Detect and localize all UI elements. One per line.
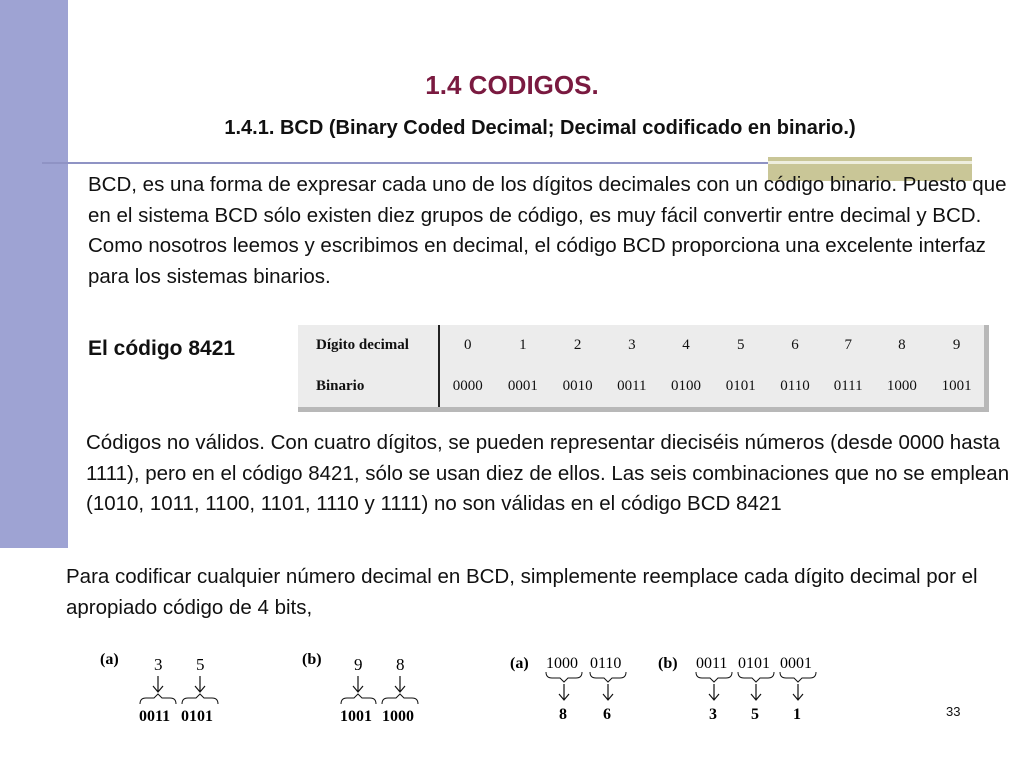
down-arrow-icon <box>153 676 205 692</box>
table-cell: 0 <box>464 337 472 353</box>
table-cell: 1001 <box>941 378 972 394</box>
brace-icon <box>341 694 418 704</box>
example-digit: 5 <box>196 655 205 674</box>
row-header-digit: Dígito decimal <box>298 325 439 366</box>
table-cell: 3 <box>628 337 636 353</box>
bcd-intro-paragraph: BCD, es una forma de expresar cada uno de los dígitos decimales con un código binario. Puesto que en el sistema BCD sólo existen diez grupos de código, es muy fácil convertir entre decimal y BCD. Como nosotros leemos y escribimos en decimal, el código BCD proporciona una excelente interfaz para los sistemas binarios. <box>88 173 1007 288</box>
page-number: 33 <box>946 704 961 719</box>
table-cell: 0111 <box>833 378 863 394</box>
example-right-b-label: (b) <box>658 655 678 672</box>
example-bcd: 1000 <box>382 708 414 725</box>
table-cell: 0110 <box>780 378 810 394</box>
table-cell: 2 <box>573 337 582 353</box>
table-cell: 0100 <box>671 378 702 394</box>
table-cell: 0101 <box>725 378 756 394</box>
table-row-digits <box>298 325 984 366</box>
table-cell: 0011 <box>617 378 647 394</box>
example-digit: 5 <box>751 706 759 723</box>
example-bcd: 1001 <box>340 708 372 725</box>
slide-subtitle: 1.4.1. BCD (Binary Coded Decimal; Decimal codificado en binario.) <box>224 117 856 139</box>
bcd-table-panel <box>298 325 989 412</box>
example-bcd: 1000 <box>546 655 578 672</box>
row-header-binary: Binario <box>298 366 439 407</box>
table-cell: 4 <box>682 337 690 353</box>
down-arrow-icon <box>353 676 405 692</box>
table-row-binary <box>298 366 984 407</box>
example-bcd: 0101 <box>738 655 770 672</box>
brace-icon <box>140 694 218 704</box>
example-digit: 6 <box>603 706 611 723</box>
table-cell: 5 <box>737 337 745 353</box>
example-bcd: 0001 <box>780 655 812 672</box>
example-digit: 9 <box>354 655 363 674</box>
down-arrow-icon <box>709 684 803 700</box>
example-left-a-label: (a) <box>100 651 119 668</box>
table-cell: 7 <box>844 337 852 353</box>
table-cell: 8 <box>898 337 906 353</box>
conversion-examples <box>90 640 940 740</box>
example-digit: 3 <box>709 706 717 723</box>
table-cell: 1000 <box>886 378 917 394</box>
encoding-instructions-paragraph: Para codificar cualquier número decimal en BCD, simplemente reemplace cada dígito decimal por el apropiado código de 4 bits, <box>66 565 978 619</box>
brace-icon <box>546 672 626 682</box>
down-arrow-icon <box>559 684 613 700</box>
example-bcd: 0101 <box>181 708 213 725</box>
table-cell: 9 <box>952 337 961 353</box>
example-right-a-label: (a) <box>510 655 529 672</box>
slide-title: 1.4 CODIGOS. <box>425 70 599 100</box>
example-digit: 1 <box>793 706 801 723</box>
example-bcd: 0011 <box>696 655 728 672</box>
table-cell: 6 <box>791 337 799 353</box>
example-digit: 3 <box>154 655 163 674</box>
example-digit: 8 <box>559 706 567 723</box>
example-digit: 8 <box>396 655 405 674</box>
example-left-b-label: (b) <box>302 651 322 668</box>
example-bcd: 0011 <box>139 708 171 725</box>
example-bcd: 0110 <box>590 655 622 672</box>
table-cell: 0010 <box>562 378 593 394</box>
code-8421-label: El código 8421 <box>88 337 236 360</box>
table-cell: 0000 <box>452 378 483 394</box>
table-cell: 1 <box>519 337 527 353</box>
bcd-table <box>298 325 984 407</box>
table-cell: 0001 <box>507 378 538 394</box>
invalid-codes-paragraph: Códigos no válidos. Con cuatro dígitos, se pueden representar dieciséis números (desde 0000 hasta 1111), pero en el código 8421, sólo se usan diez de ellos. Las seis combinaciones que no se emplean (1010, 1011, 1100, 1101, 1110 y 1111) no son válidas en el código BCD 8421 <box>86 431 1010 515</box>
brace-icon <box>696 672 816 682</box>
